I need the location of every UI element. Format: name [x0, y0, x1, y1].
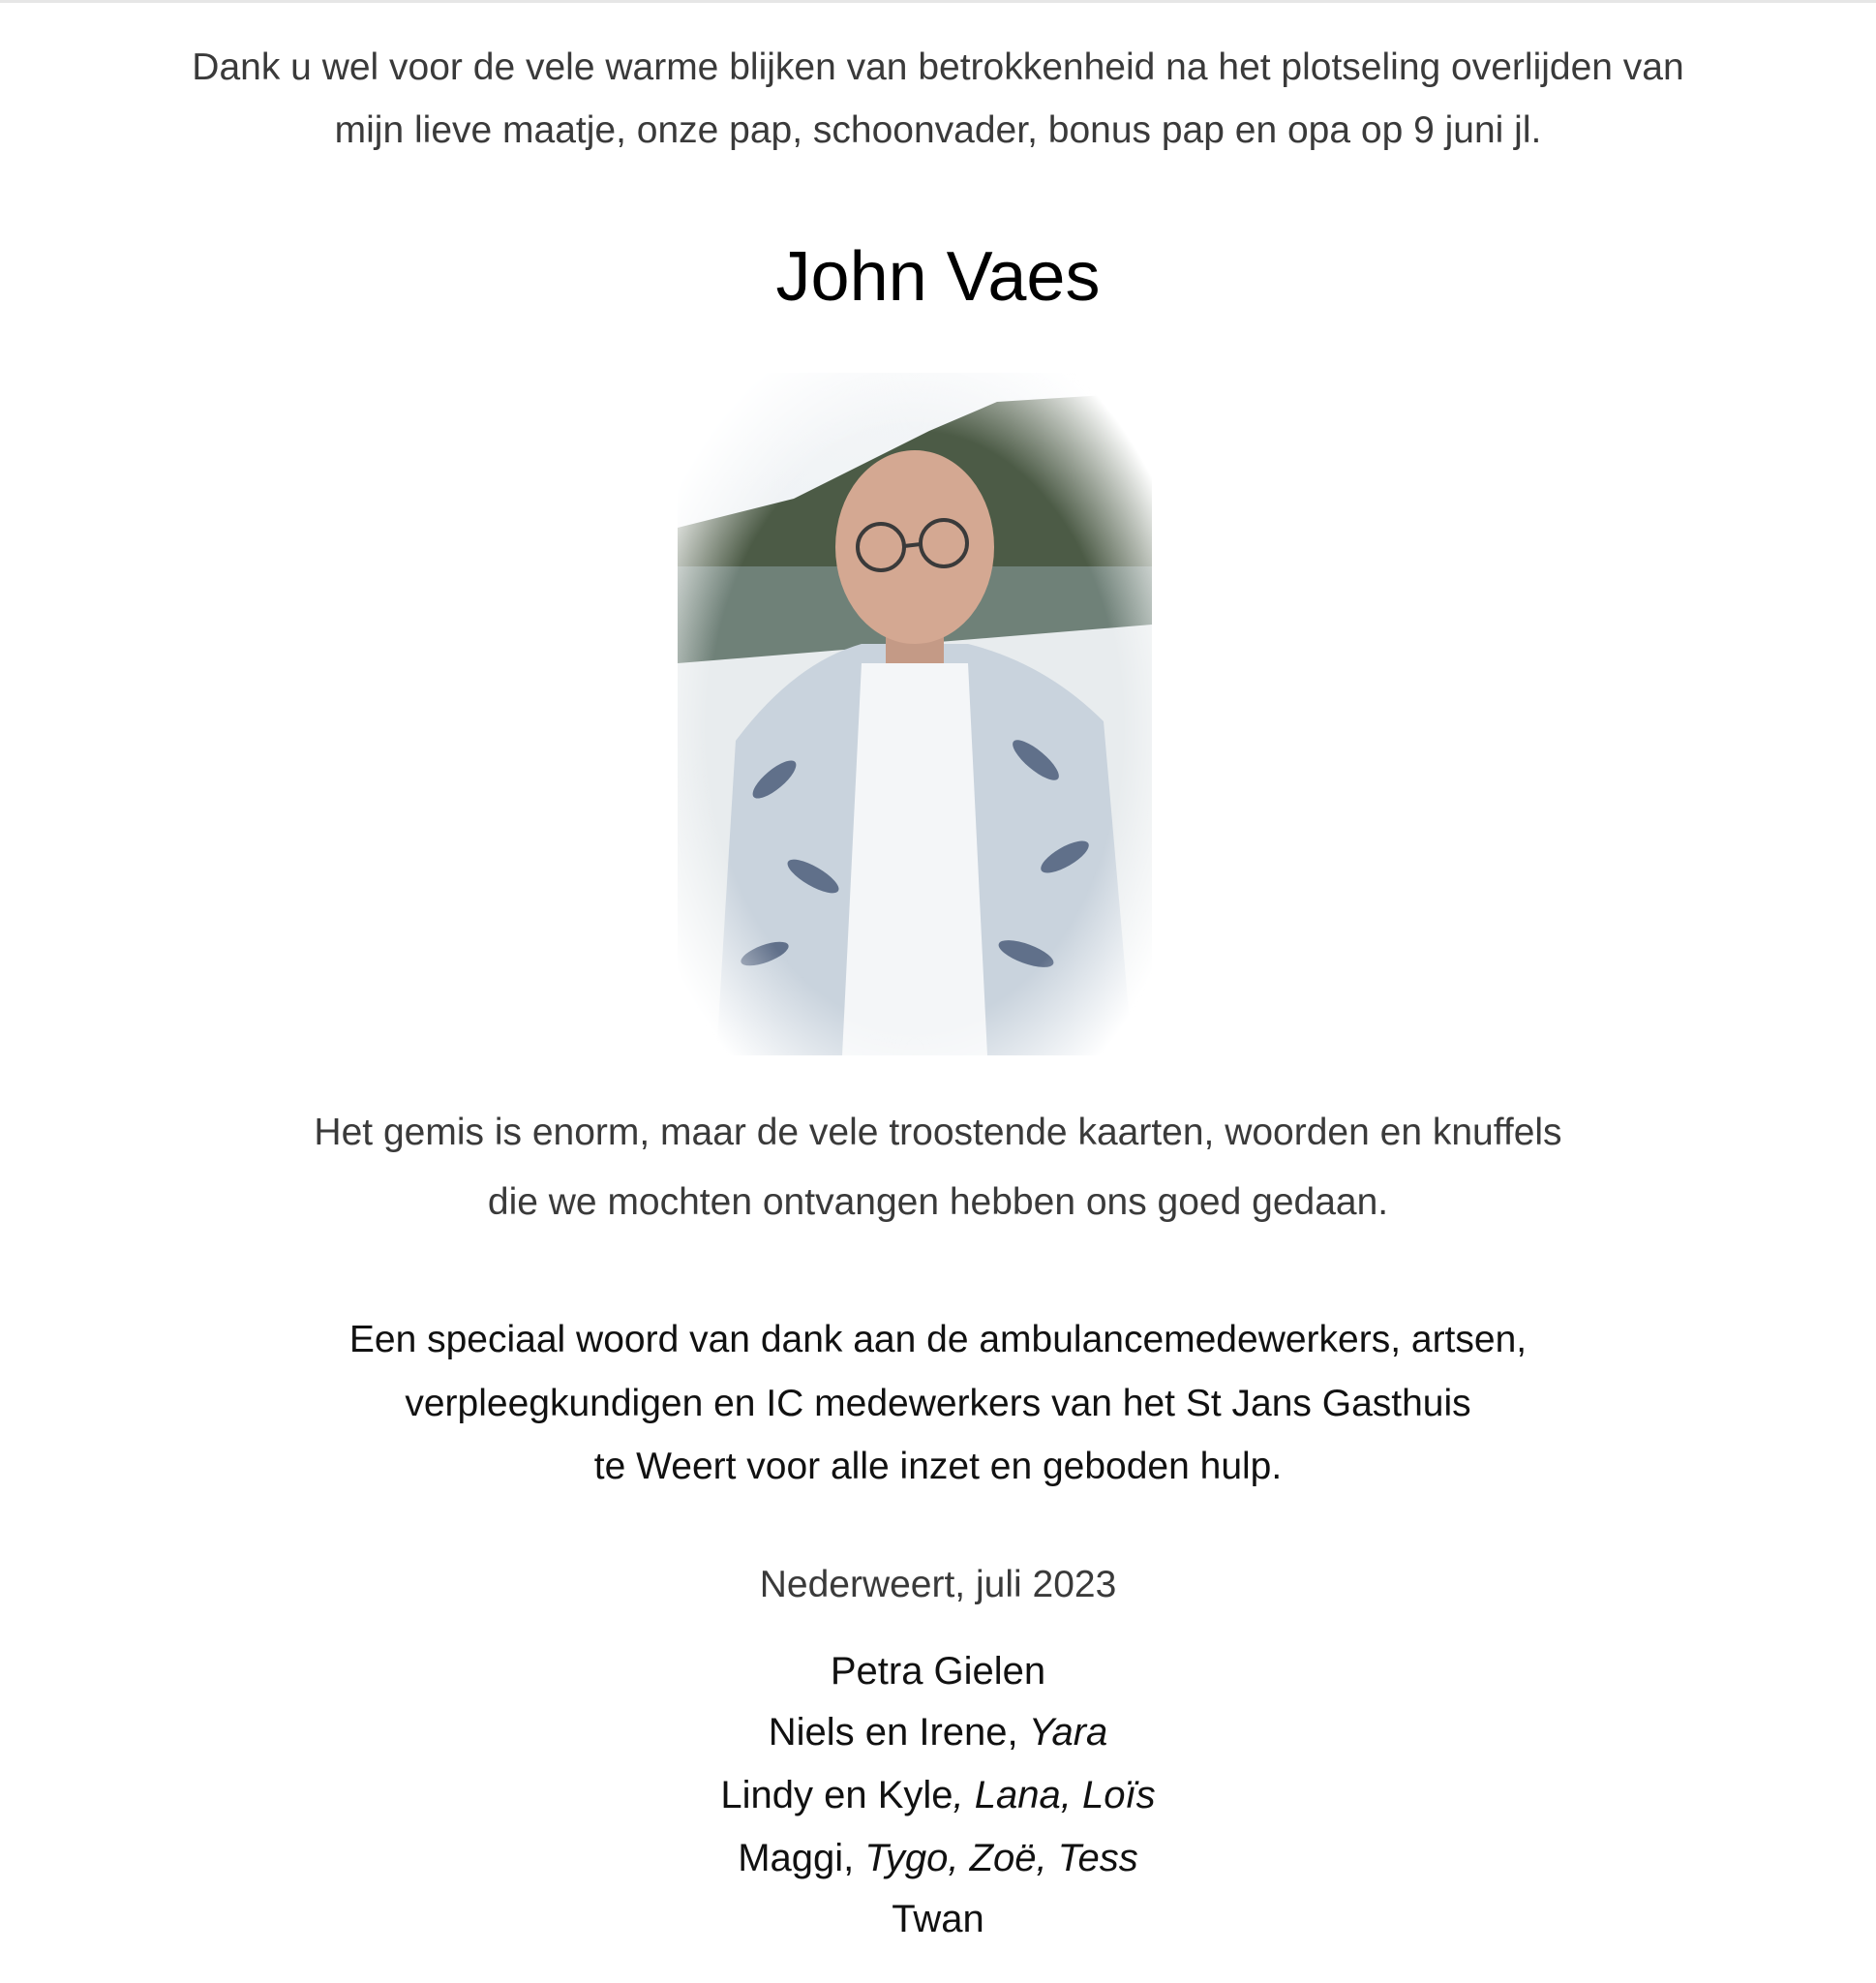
- paragraph1-line-2: die we mochten ontvangen hebben ons goed gedaan.: [487, 1181, 1389, 1223]
- signatory-names: Niels en Irene,: [768, 1711, 1029, 1754]
- signatory-line: [0, 1774, 1876, 1817]
- signatory-line: [0, 1898, 1876, 1941]
- signatory-names: Lindy en Kyle: [720, 1774, 953, 1816]
- top-border: [0, 0, 1876, 3]
- intro-line-2: mijn lieve maatje, onze pap, schoonvader, bonus pap en opa op 9 juni jl.: [334, 109, 1542, 151]
- signatory-line: [0, 1711, 1876, 1754]
- grandchildren-names: Tygo, Zoë, Tess: [864, 1837, 1138, 1879]
- grandchildren-names: , Lana, Loïs: [953, 1774, 1156, 1816]
- portrait-photo: [678, 373, 1152, 1055]
- place-date: Nederweert, juli 2023: [759, 1564, 1117, 1605]
- paragraph2-line-1: Een speciaal woord van dank aan de ambulancemedewerkers, artsen,: [348, 1319, 1528, 1360]
- paragraph2-line-3: te Weert voor alle inzet en geboden hulp.: [593, 1446, 1283, 1487]
- signatory-line: [0, 1650, 1876, 1693]
- grandchildren-names: Yara: [1028, 1711, 1108, 1754]
- signatory-names: Twan: [892, 1898, 984, 1940]
- signatory-line: [0, 1837, 1876, 1880]
- intro-line-1: Dank u wel voor de vele warme blijken van betrokkenheid na het plotseling overlijden van: [192, 46, 1684, 88]
- paragraph2-line-2: verpleegkundigen en IC medewerkers van het St Jans Gasthuis: [405, 1383, 1471, 1424]
- paragraph1-line-1: Het gemis is enorm, maar de vele troostende kaarten, woorden en knuffels: [314, 1112, 1562, 1153]
- vignette: [678, 373, 1152, 1055]
- deceased-name: John Vaes: [775, 238, 1101, 316]
- signatory-names: Petra Gielen: [830, 1650, 1046, 1693]
- signatory-names: Maggi,: [738, 1837, 865, 1879]
